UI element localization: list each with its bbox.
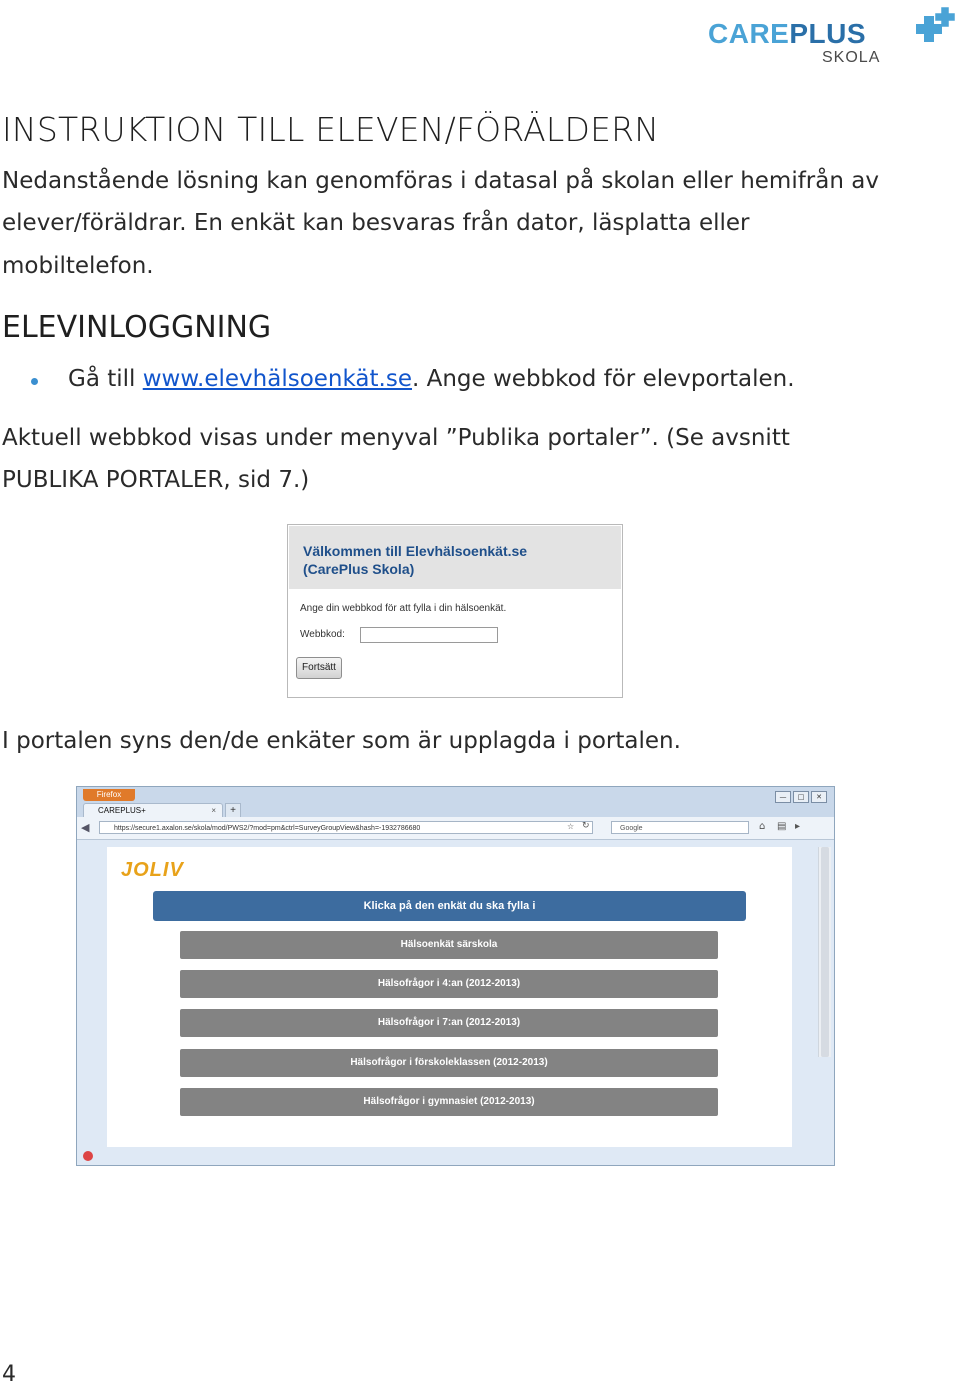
minimize-icon[interactable]: — [775, 791, 791, 803]
portal-sentence: I portalen syns den/de enkäter som är upplagda i portalen. [2, 728, 681, 754]
survey-button[interactable]: Hälsofrågor i 4:an (2012-2013) [180, 970, 718, 998]
intro-line: Nedanstående lösning kan genomföras i datasal på skolan eller hemifrån av [2, 168, 879, 194]
browser-tabbar [77, 787, 834, 817]
plus-icon [941, 7, 949, 27]
careplus-skola-logo [706, 8, 958, 72]
login-header [289, 526, 621, 589]
plus-icon [924, 16, 934, 42]
login-instruction: Ange din webbkod för att fylla i din hälsoenkät. [300, 603, 507, 614]
bullet-suffix: . Ange webbkod för elevportalen. [412, 366, 795, 392]
tools-icon[interactable]: ▸ [795, 821, 801, 832]
logo-sub: SKOLA [822, 49, 881, 66]
logo-brand: CAREPLUS [708, 18, 867, 49]
bullet-prefix: Gå till [68, 366, 143, 392]
browser-viewport [107, 847, 792, 1147]
survey-button[interactable]: Hälsoenkät särskola [180, 931, 718, 959]
page-number: 4 [2, 1362, 16, 1387]
close-window-icon[interactable]: ✕ [811, 791, 827, 803]
bullet-icon [31, 378, 38, 385]
browser-navbar [77, 817, 834, 840]
back-icon[interactable]: ◀ [81, 821, 90, 834]
maximize-icon[interactable]: □ [793, 791, 809, 803]
survey-button[interactable]: Hälsofrågor i förskoleklassen (2012-2013) [180, 1049, 718, 1077]
fortsatt-button[interactable]: Fortsätt [296, 657, 342, 679]
login-title-line: (CarePlus Skola) [303, 561, 415, 577]
joliv-logo: JOLIV [121, 859, 184, 881]
new-tab-button[interactable]: + [225, 803, 241, 819]
bullet-text [68, 366, 795, 392]
bookmark-star-icon[interactable]: ☆ [567, 822, 575, 831]
intro-line: elever/föräldrar. En enkät kan besvaras från dator, läsplatta eller [2, 210, 750, 236]
search-input[interactable]: Google [611, 821, 749, 834]
page-title: INSTRUKTION TILL ELEVEN/FÖRÄLDERN [2, 110, 660, 149]
survey-button[interactable]: Hälsofrågor i 7:an (2012-2013) [180, 1009, 718, 1037]
browser-tab[interactable] [83, 803, 223, 818]
tab-title: CAREPLUS+ [98, 806, 146, 815]
bookmarks-icon[interactable]: ▤ [777, 821, 787, 832]
note-line: Aktuell webbkod visas under menyval ”Publika portaler”. (Se avsnitt [2, 425, 790, 451]
scrollbar[interactable] [818, 847, 831, 1057]
url-bar[interactable]: https://secure1.axalon.se/skola/mod/PWS2/?mod=pm&ctrl=SurveyGroupView&hash=-1932786680 [99, 821, 593, 834]
webbkod-input[interactable] [360, 627, 498, 643]
survey-header-button: Klicka på den enkät du ska fylla i [153, 891, 746, 921]
scrollbar-thumb[interactable] [821, 847, 829, 1057]
webbkod-label: Webbkod: [300, 629, 345, 640]
section-title: ELEVINLOGGNING [2, 310, 272, 345]
survey-button[interactable]: Hälsofrågor i gymnasiet (2012-2013) [180, 1088, 718, 1116]
login-title-line: Välkommen till Elevhälsoenkät.se [303, 543, 528, 559]
login-screenshot [287, 524, 623, 698]
firefox-menu-button[interactable]: Firefox [83, 789, 135, 801]
reload-icon[interactable]: ↻ [582, 821, 590, 831]
close-tab-icon[interactable]: × [211, 806, 216, 815]
intro-line: mobiltelefon. [2, 253, 154, 279]
note-line: PUBLIKA PORTALER, sid 7.) [2, 467, 310, 493]
browser-statusbar [77, 1147, 834, 1165]
home-icon[interactable]: ⌂ [759, 821, 766, 832]
browser-screenshot [76, 786, 835, 1166]
addon-icon[interactable] [83, 1151, 93, 1161]
elevhalsoenkat-link[interactable]: www.elevhälsoenkät.se [142, 366, 412, 392]
login-title [303, 542, 527, 578]
